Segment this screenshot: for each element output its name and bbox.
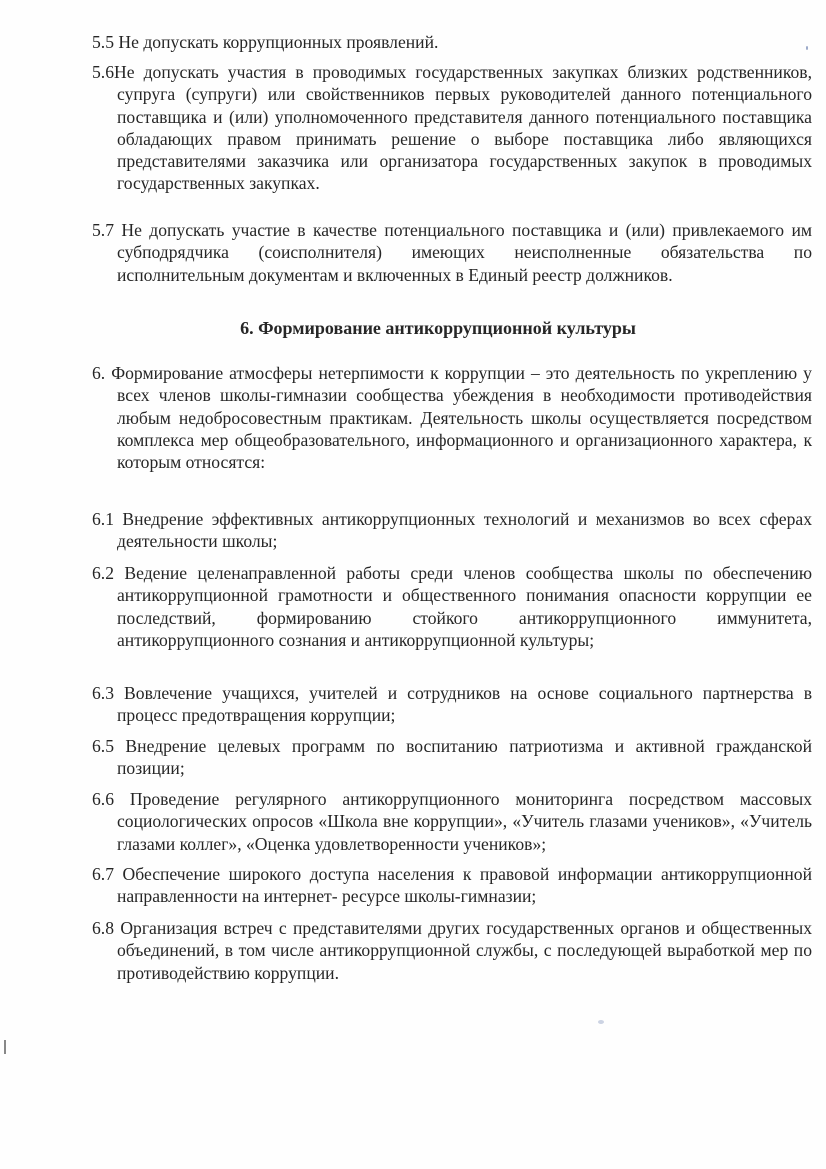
clause-number: 6. <box>92 363 106 383</box>
section-heading: 6. Формирование антикоррупционной культуры <box>240 318 636 338</box>
clause-number: 6.8 <box>92 918 114 938</box>
clause-text: Не допускать участие в качестве потенциального поставщика и (или) привлекаемого им субподрядчика (соисполнителя) имеющих неисполненные обязательства по исполнительным документам и включенных в Единый реестр должников. <box>117 220 812 285</box>
scan-artifact <box>598 1020 604 1024</box>
scan-artifact <box>806 46 808 50</box>
clause-6-6 <box>92 788 812 855</box>
clause-number: 5.5 <box>92 32 114 52</box>
clause-text: Не допускать коррупционных проявлений. <box>118 32 439 52</box>
clause-text: Не допускать участия в проводимых государственных закупках близких родственников, супруга (супруги) или свойственников первых руководителей данного потенциального поставщика и (или) уполномоченного представителя данного потенциального поставщика обладающих правом принимать решение о выборе поставщика либо являющихся представителями заказчика или организатора государственных закупок в проводимых государственных закупках. <box>114 62 812 194</box>
clause-5-5 <box>92 31 812 53</box>
clause-text: Проведение регулярного антикоррупционного мониторинга посредством массовых социологических опросов «Школа вне коррупции», «Учитель глазами учеников», «Учитель глазами коллег», «Оценка удовлетворенности учеников»; <box>117 789 812 854</box>
clause-6-1 <box>92 508 812 553</box>
clause-number: 6.7 <box>92 864 114 884</box>
clause-6-5 <box>92 735 812 780</box>
clause-number: 5.7 <box>92 220 114 240</box>
clause-6 <box>92 362 812 473</box>
clause-number: 6.6 <box>92 789 114 809</box>
clause-text: Внедрение эффективных антикоррупционных технологий и механизмов во всех сферах деятельности школы; <box>117 509 812 552</box>
clause-text: Внедрение целевых программ по воспитанию патриотизма и активной гражданской позиции; <box>117 736 812 779</box>
scan-artifact <box>4 1040 6 1054</box>
clause-number: 6.2 <box>92 563 114 583</box>
clause-6-7 <box>92 863 812 908</box>
clause-number: 5.6 <box>92 62 114 82</box>
clause-5-7 <box>92 219 812 286</box>
clause-text: Формирование атмосферы нетерпимости к коррупции – это деятельность по укреплению у всех членов школы-гимназии сообщества убеждения в необходимости противодействия любым недобросовестным практикам. Деятельность школы осуществляется посредством комплекса мер общеобразовательного, информационного и организационного характера, к которым относятся: <box>111 363 812 473</box>
clause-6-8 <box>92 917 812 984</box>
clause-number: 6.3 <box>92 683 114 703</box>
clause-text: Обеспечение широкого доступа населения к правовой информации антикоррупционной направленности на интернет- ресурсе школы-гимназии; <box>117 864 812 907</box>
clause-number: 6.5 <box>92 736 114 756</box>
clause-text: Ведение целенаправленной работы среди членов сообщества школы по обеспечению антикоррупционной грамотности и общественного понимания опасности коррупции ее последствий, формированию стойкого антикоррупционного иммунитета, антикоррупционного сознания и антикоррупционной культуры; <box>117 563 812 650</box>
clause-5-6 <box>92 61 812 195</box>
clause-number: 6.1 <box>92 509 114 529</box>
clause-6-3 <box>92 682 812 727</box>
clause-text: Вовлечение учащихся, учителей и сотрудников на основе социального партнерства в процесс предотвращения коррупции; <box>117 683 812 726</box>
clause-6-2 <box>92 562 812 651</box>
clause-text: Организация встреч с представителями других государственных органов и общественных объединений, в том числе антикоррупционной службы, с последующей выработкой мер по противодействию коррупции. <box>117 918 813 983</box>
